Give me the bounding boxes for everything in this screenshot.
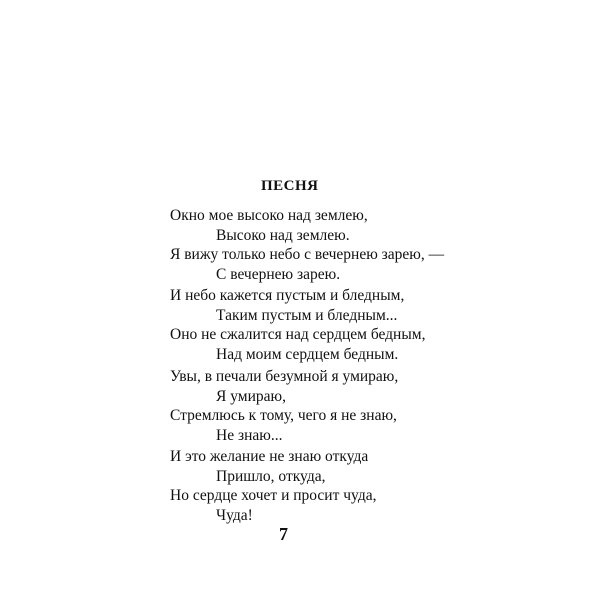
poem-line: Но сердце хочет и просит чуда, <box>170 487 377 504</box>
poem-line: С вечернею зарею. <box>216 265 341 283</box>
poem-line: И небо кажется пустым и бледным, <box>170 287 405 304</box>
stanza-4 <box>170 447 376 525</box>
poem-line: Я вижу только небо с вечернею зарею, — <box>170 246 445 263</box>
stanza-3 <box>170 367 398 445</box>
stanza-1 <box>170 206 444 284</box>
poem-title: ПЕСНЯ <box>261 178 319 194</box>
poem-line: Увы, в печали безумной я умираю, <box>170 368 399 385</box>
poem-line: Высоко над землею. <box>216 226 350 244</box>
poem-line: И это желание не знаю откуда <box>170 448 369 465</box>
stanza-2 <box>170 286 425 364</box>
poem-line: Стремлюсь к тому, чего я не знаю, <box>170 407 397 424</box>
poem-line: Оно не сжалится над сердцем бедным, <box>170 326 426 343</box>
poem-line: Чуда! <box>216 506 253 524</box>
poem-line: Не знаю... <box>216 426 283 444</box>
poem-line: Я умираю, <box>216 387 286 405</box>
page-number: 7 <box>279 524 288 544</box>
poem-line: Над моим сердцем бедным. <box>216 345 399 363</box>
poem-line: Окно мое высоко над землею, <box>170 207 368 224</box>
poem-line: Таким пустым и бледным... <box>216 306 398 324</box>
poem-line: Пришло, откуда, <box>216 467 326 485</box>
